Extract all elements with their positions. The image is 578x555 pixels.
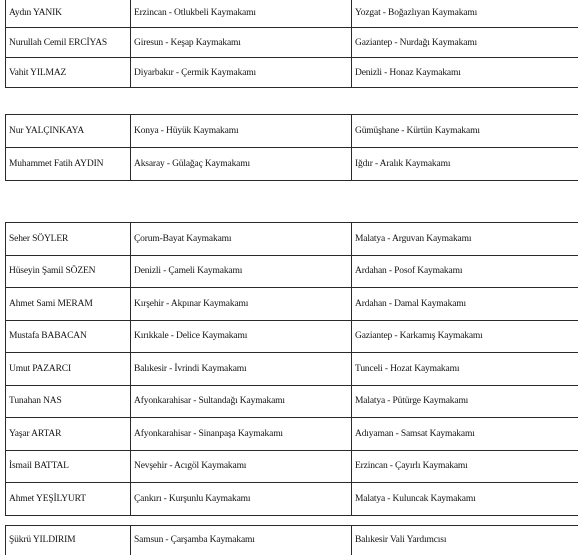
official-name: Şükrü YILDIRIM (6, 526, 131, 555)
current-post: Kırıkkale - Delice Kaymakamı (131, 320, 352, 353)
new-post: Denizli - Honaz Kaymakamı (352, 58, 578, 88)
official-name: Umut PAZARCI (6, 353, 131, 386)
current-post: Samsun - Çarşamba Kaymakamı (131, 526, 352, 555)
official-name: Vahit YILMAZ (6, 58, 131, 88)
official-name: İsmail BATTAL (6, 450, 131, 483)
official-name: Nur YALÇINKAYA (6, 115, 131, 148)
current-post: Konya - Hüyük Kaymakamı (131, 115, 352, 148)
official-name: Yaşar ARTAR (6, 418, 131, 451)
official-name: Tunahan NAS (6, 385, 131, 418)
new-post: Malatya - Pütürge Kaymakamı (352, 385, 578, 418)
current-post: Afyonkarahisar - Sultandağı Kaymakamı (131, 385, 352, 418)
current-post: Diyarbakır - Çermik Kaymakamı (131, 58, 352, 88)
official-name: Mustafa BABACAN (6, 320, 131, 353)
appointment-table-3 (5, 222, 578, 516)
table-row (6, 450, 578, 483)
table-row (6, 255, 578, 288)
official-name: Ahmet Sami MERAM (6, 288, 131, 321)
new-post: Iğdır - Aralık Kaymakamı (352, 148, 578, 181)
current-post: Nevşehir - Acıgöl Kaymakamı (131, 450, 352, 483)
current-post: Çankırı - Kurşunlu Kaymakamı (131, 483, 352, 516)
official-name: Aydın YANIK (6, 0, 131, 28)
table-row (6, 526, 578, 555)
table-row (6, 58, 578, 88)
appointment-table-4 (5, 525, 578, 555)
new-post: Gümüşhane - Kürtün Kaymakamı (352, 115, 578, 148)
current-post: Denizli - Çameli Kaymakamı (131, 255, 352, 288)
new-post: Malatya - Kuluncak Kaymakamı (352, 483, 578, 516)
new-post: Ardahan - Posof Kaymakamı (352, 255, 578, 288)
new-post: Gaziantep - Nurdağı Kaymakamı (352, 28, 578, 58)
new-post: Adıyaman - Samsat Kaymakamı (352, 418, 578, 451)
new-post: Erzincan - Çayırlı Kaymakamı (352, 450, 578, 483)
official-name: Ahmet YEŞİLYURT (6, 483, 131, 516)
official-name: Muhammet Fatih AYDIN (6, 148, 131, 181)
current-post: Çorum-Bayat Kaymakamı (131, 223, 352, 256)
new-post: Tunceli - Hozat Kaymakamı (352, 353, 578, 386)
current-post: Balıkesir - İvrindi Kaymakamı (131, 353, 352, 386)
current-post: Aksaray - Gülağaç Kaymakamı (131, 148, 352, 181)
appointment-table-1 (5, 0, 578, 88)
new-post: Gaziantep - Karkamış Kaymakamı (352, 320, 578, 353)
table-row (6, 28, 578, 58)
table-row (6, 288, 578, 321)
table-row (6, 418, 578, 451)
table-row (6, 148, 578, 181)
new-post: Balıkesir Vali Yardımcısı (352, 526, 578, 555)
official-name: Hüseyin Şamil SÖZEN (6, 255, 131, 288)
appointment-table-2 (5, 114, 578, 181)
new-post: Yozgat - Boğazlıyan Kaymakamı (352, 0, 578, 28)
current-post: Kırşehir - Akpınar Kaymakamı (131, 288, 352, 321)
current-post: Giresun - Keşap Kaymakamı (131, 28, 352, 58)
table-row (6, 0, 578, 28)
table-row (6, 115, 578, 148)
current-post: Afyonkarahisar - Sinanpaşa Kaymakamı (131, 418, 352, 451)
table-row (6, 483, 578, 516)
official-name: Nurullah Cemil ERCİYAS (6, 28, 131, 58)
table-row (6, 223, 578, 256)
current-post: Erzincan - Otlukbeli Kaymakamı (131, 0, 352, 28)
table-row (6, 385, 578, 418)
table-row (6, 353, 578, 386)
new-post: Ardahan - Damal Kaymakamı (352, 288, 578, 321)
table-row (6, 320, 578, 353)
new-post: Malatya - Arguvan Kaymakamı (352, 223, 578, 256)
official-name: Seher SÖYLER (6, 223, 131, 256)
